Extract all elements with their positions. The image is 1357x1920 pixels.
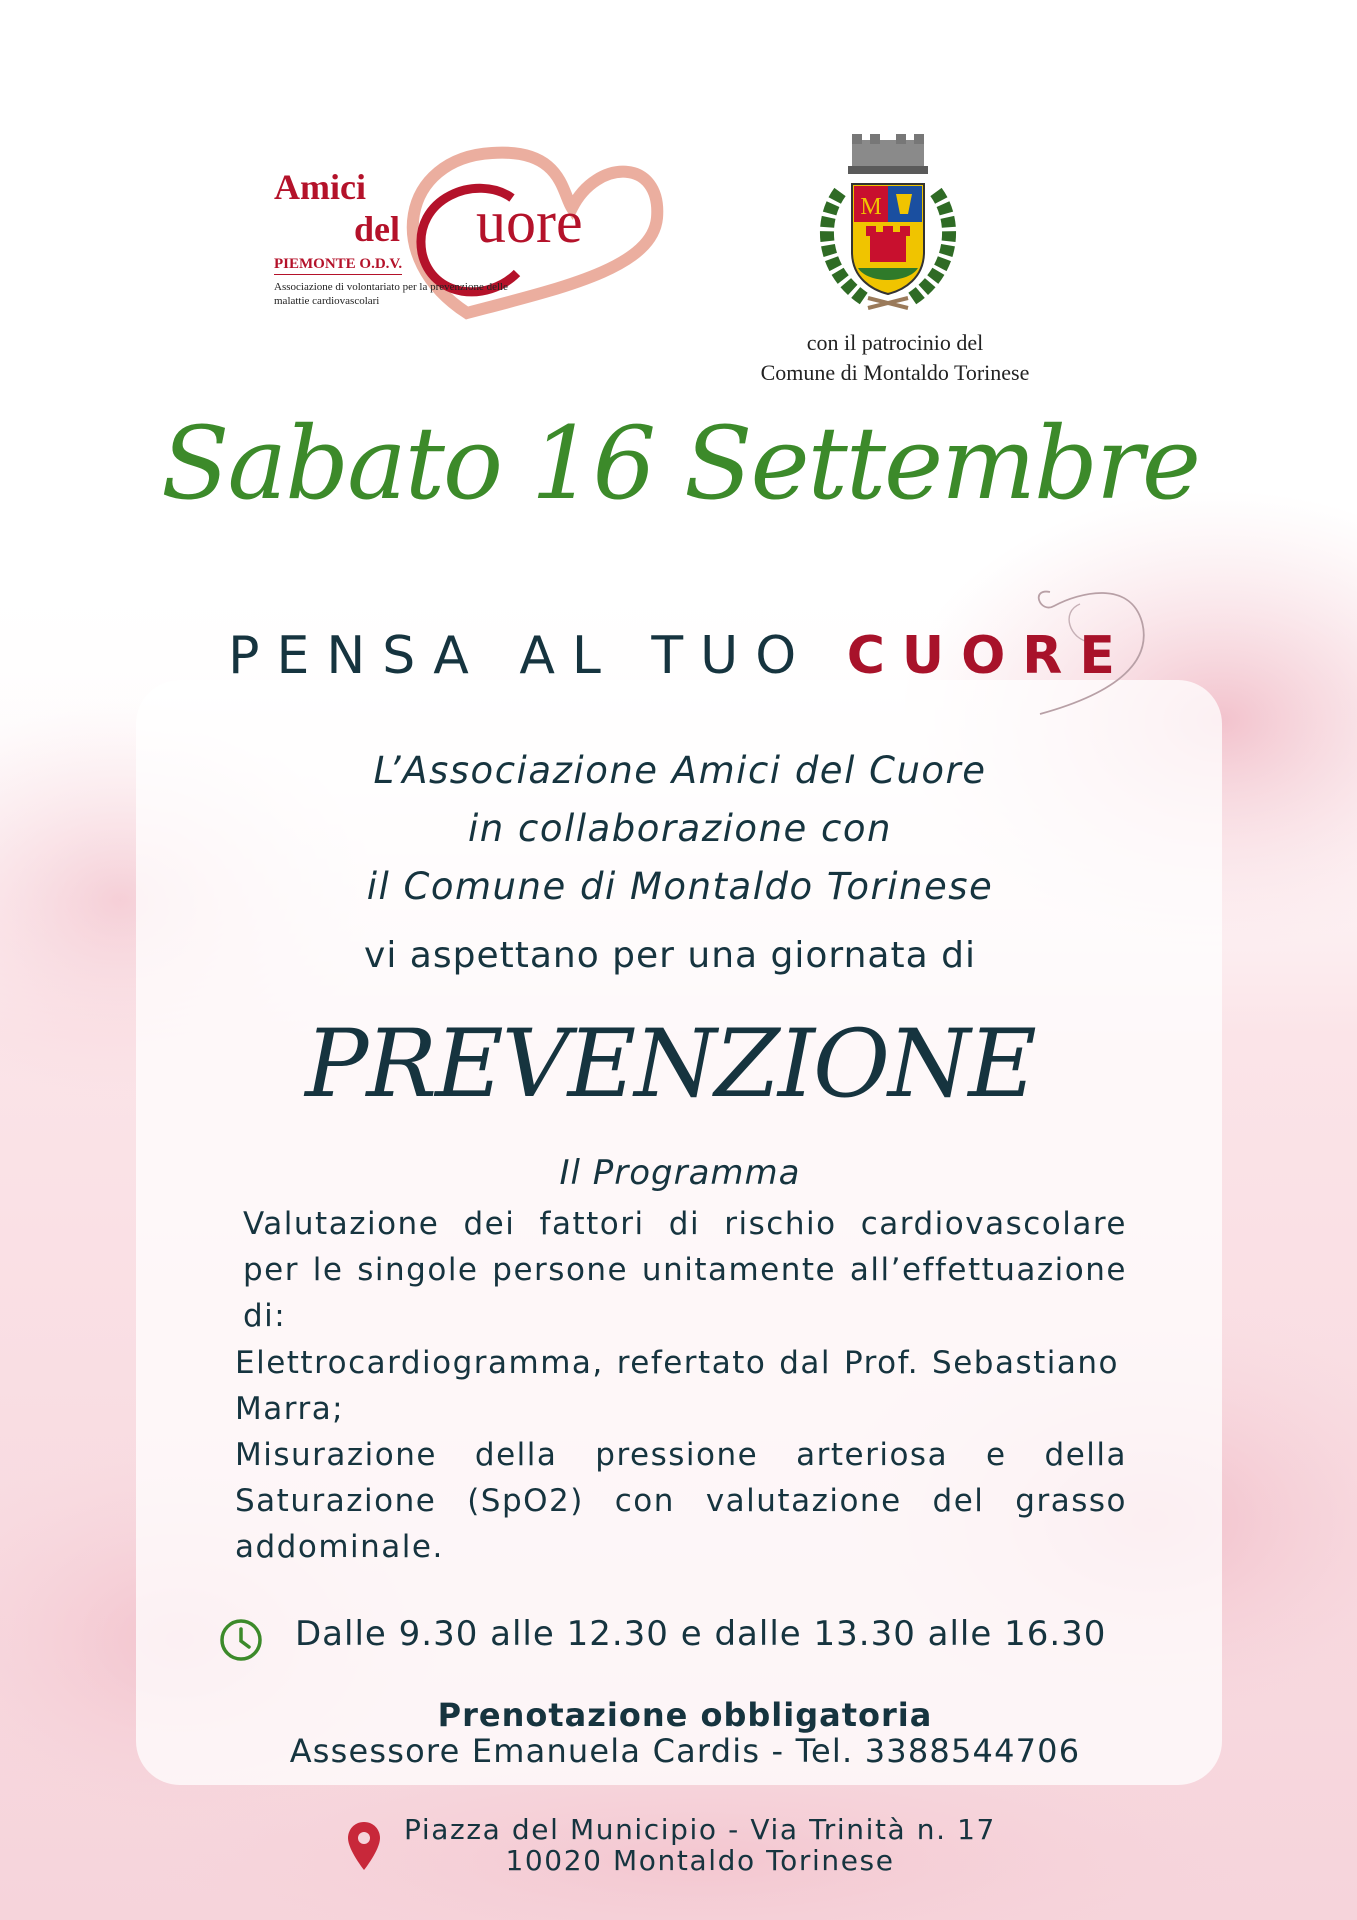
logo-region: PIEMONTE O.D.V. [274, 256, 402, 275]
location-pin-icon [346, 1820, 382, 1872]
address-line1: Piazza del Municipio - Via Trinità n. 17 [404, 1813, 996, 1846]
program-item-1: Valutazione dei fattori di rischio cardiovascolare per le singole persone unitamente all’effettuazione di: [243, 1206, 1127, 1334]
logo-word-uore: uore [476, 189, 583, 255]
patronage-note [690, 328, 1100, 388]
booking-block [200, 1697, 1170, 1769]
amici-del-cuore-logo [262, 138, 672, 328]
patronage-line2: Comune di Montaldo Torinese [760, 360, 1030, 385]
intro-text [200, 742, 1160, 916]
program-title: Il Programma [559, 1153, 801, 1193]
invite-text: vi aspettano per una giornata di [364, 935, 976, 976]
headline-part1: PENSA AL TUO [228, 626, 847, 686]
logo-word-del: del [354, 209, 401, 249]
headline [160, 626, 1200, 686]
logo-tagline: Associazione di volontariato per la prevenzione delle malattie cardiovascolari [274, 281, 508, 307]
intro-line1: L’Associazione Amici del Cuore [373, 749, 987, 792]
booking-title: Prenotazione obbligatoria [437, 1696, 933, 1734]
headline-cuore: CUORE [846, 626, 1132, 686]
focus-title: PREVENZIONE [305, 1010, 1035, 1119]
event-date: Sabato 16 Settembre [160, 405, 1200, 522]
logo-word-amici: Amici [274, 167, 366, 207]
event-address [380, 1814, 1020, 1876]
program-item-2: Elettrocardiogramma, refertato dal Prof. Sebastiano Marra; [235, 1345, 1119, 1427]
intro-line2: in collaborazione con [468, 807, 892, 850]
municipal-crest-icon [808, 132, 968, 322]
patronage-line1: con il patrocinio del [806, 330, 984, 355]
clock-icon [218, 1617, 264, 1663]
opening-hours: Dalle 9.30 alle 12.30 e dalle 13.30 alle 16.30 [295, 1614, 1107, 1654]
program-item-3: Misurazione della pressione arteriosa e della Saturazione (SpO2) con valutazione del grasso addominale. [235, 1437, 1127, 1565]
intro-line3: il Comune di Montaldo Torinese [366, 865, 994, 908]
booking-contact: Assessore Emanuela Cardis - Tel. 3388544706 [289, 1732, 1081, 1770]
address-line2: 10020 Montaldo Torinese [505, 1844, 895, 1877]
crest-letter: M [860, 194, 882, 220]
